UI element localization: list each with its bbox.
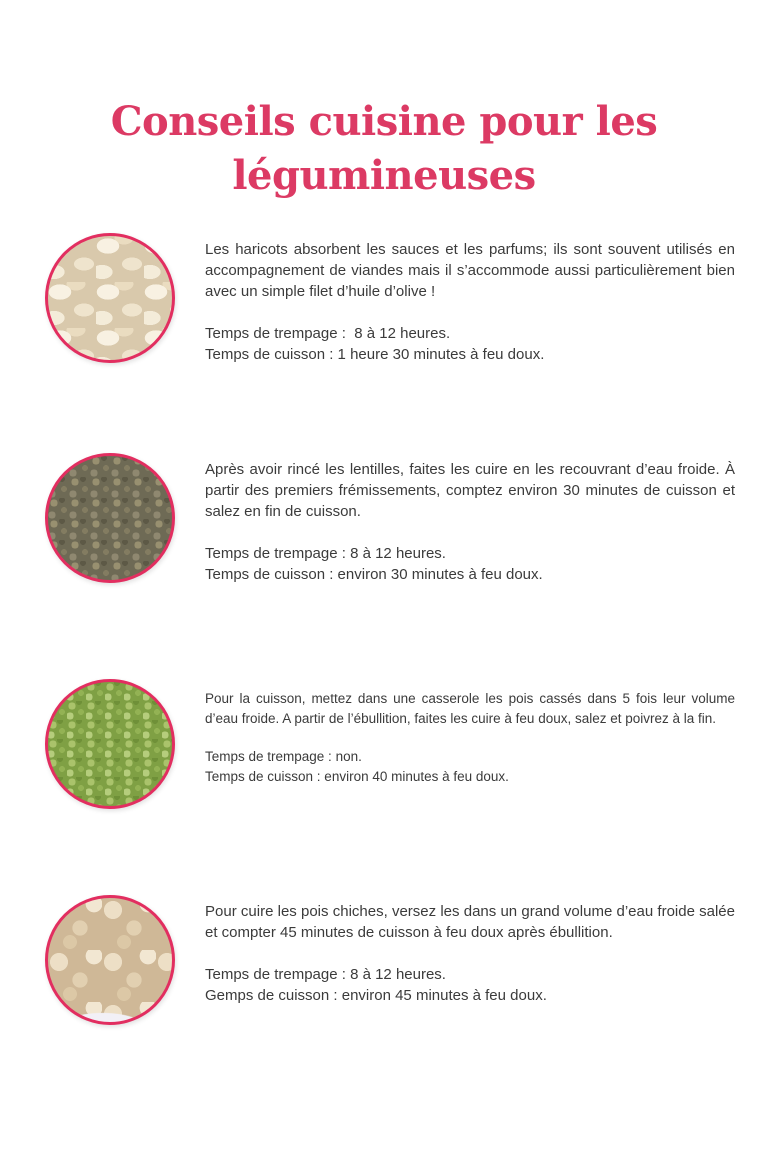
cook-time-line: Temps de cuisson : environ 40 minutes à feu doux. [205, 768, 509, 784]
section-paragraph: Pour la cuisson, mettez dans une casserole les pois cassés dans 5 fois leur volume d’eau froide. A partir de l’ébullition, faites les cuire à feu doux, salez et poivrez à la fin. [205, 691, 735, 726]
section-paragraph: Après avoir rincé les lentilles, faites les cuire en les recouvrant d’eau froide. À partir des premiers frémissements, comptez environ 30 minutes de cuisson et salez en fin de cuisson. [205, 461, 735, 520]
cook-time-line: Gemps de cuisson : environ 45 minutes à feu doux. [205, 987, 547, 1004]
section-chickpeas [45, 895, 735, 1025]
soak-time-line: Temps de trempage : 8 à 12 heures. [205, 966, 446, 983]
page-title [0, 95, 768, 203]
cook-time-line: Temps de cuisson : environ 30 minutes à feu doux. [205, 566, 543, 583]
soak-time-line: Temps de trempage : non. [205, 749, 362, 764]
split-peas-photo [45, 679, 175, 809]
section-paragraph: Pour cuire les pois chiches, versez les dans un grand volume d’eau froide salée et compter 45 minutes de cuisson à feu doux après ébullition. [205, 903, 735, 941]
section-text-block [205, 679, 735, 786]
page-title-line1: Conseils cuisine pour les [110, 97, 658, 145]
white-beans-photo [45, 233, 175, 363]
section-lentils [45, 453, 735, 585]
cook-time-line: Temps de cuisson : 1 heure 30 minutes à feu doux. [205, 346, 545, 363]
section-white-beans [45, 233, 735, 365]
green-lentils-photo [45, 453, 175, 583]
section-text-block [205, 895, 735, 1006]
chickpeas-photo [45, 895, 175, 1025]
soak-time-line: Temps de trempage : 8 à 12 heures. [205, 325, 451, 342]
page-title-line2: légumineuses [232, 151, 536, 199]
section-split-peas [45, 679, 735, 809]
soak-time-line: Temps de trempage : 8 à 12 heures. [205, 545, 446, 562]
section-text-block [205, 453, 735, 585]
section-paragraph: Les haricots absorbent les sauces et les parfums; ils sont souvent utilisés en accompagnement de viandes mais il s’accommode aussi particulièrement bien avec un simple filet d’huile d’olive ! [205, 241, 735, 300]
section-text-block [205, 233, 735, 365]
